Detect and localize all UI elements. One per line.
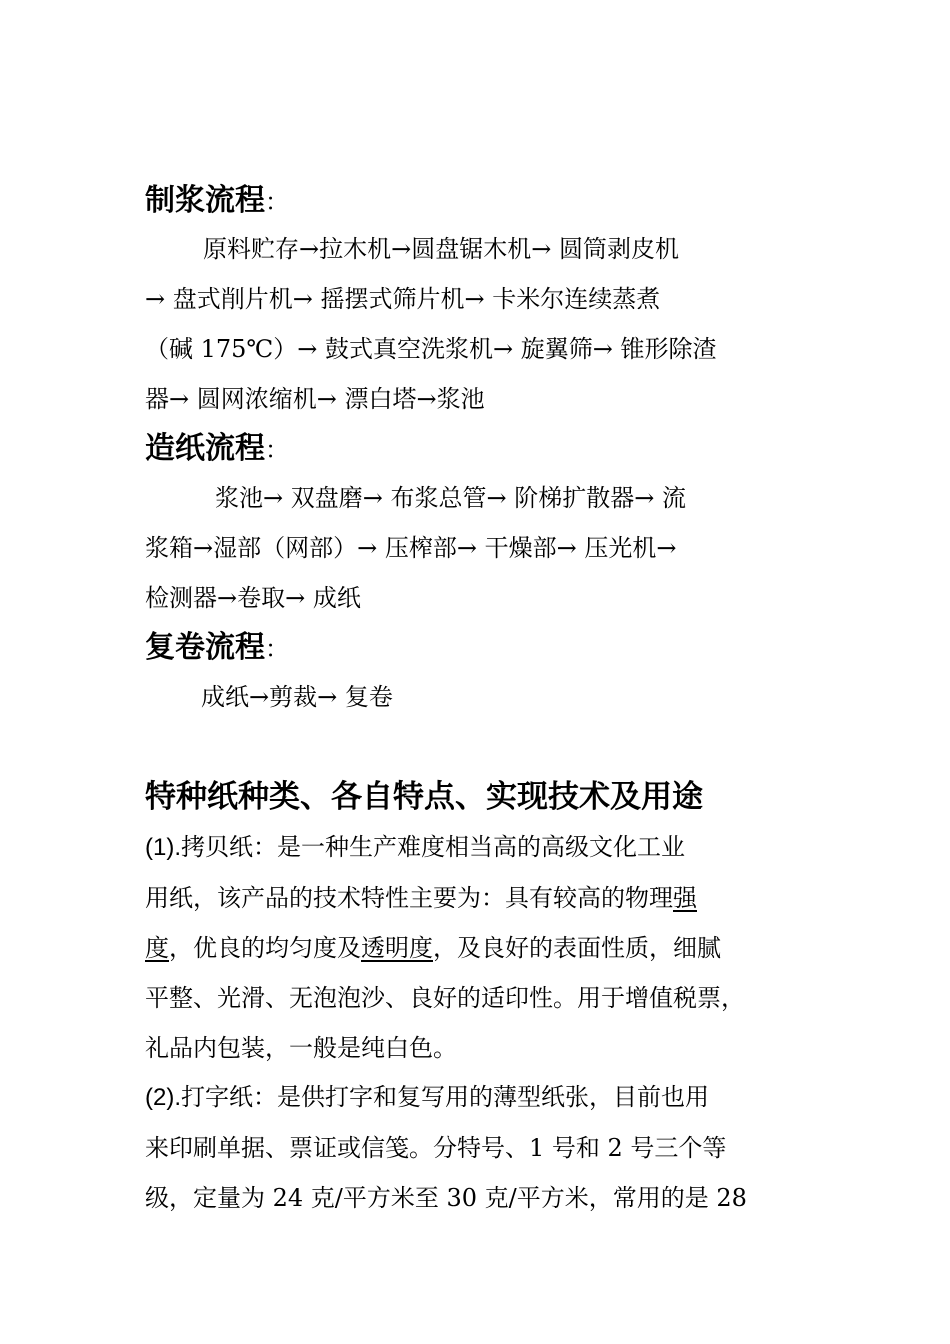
- strength-underlined-text: 强: [673, 884, 697, 912]
- strength-underlined-text: 度: [145, 934, 169, 962]
- rewinding-colon: ：: [265, 635, 289, 663]
- pulping-paragraph: [145, 224, 810, 424]
- copy-paper-text: ，及良好的表面性质，细腻: [433, 934, 721, 962]
- rewinding-paragraph: [145, 672, 810, 722]
- pulping-title: 制浆流程: [145, 183, 265, 218]
- transparency-underlined-text: 透明度: [361, 934, 433, 962]
- special-paper-heading: 特种纸种类、各自特点、实现技术及用途: [145, 779, 703, 815]
- rewinding-line: 成纸→剪裁→ 复卷: [201, 683, 393, 711]
- papermaking-heading: [145, 429, 289, 470]
- copy-paper-line: 礼品内包装，一般是纯白色。: [145, 1034, 457, 1062]
- typing-paper-line: 级，定量为 24 克/平方米至 30 克/平方米，常用的是 28: [145, 1184, 747, 1212]
- copy-paper-text: 用纸，该产品的技术特性主要为：具有较高的物理: [145, 884, 673, 912]
- pulping-line: → 盘式削片机→ 摇摆式筛片机→ 卡米尔连续蒸煮: [145, 285, 661, 313]
- papermaking-line: 浆箱→湿部（网部）→ 压榨部→ 干燥部→ 压光机→: [145, 534, 677, 562]
- pulping-heading: [145, 181, 289, 222]
- papermaking-colon: ：: [265, 436, 289, 464]
- copy-paper-line: [145, 873, 810, 923]
- copy-paper-line: [145, 923, 810, 973]
- copy-paper-line: [145, 822, 810, 873]
- typing-paper-line: (2).打字纸：是供打字和复写用的薄型纸张，目前也用: [145, 1084, 709, 1111]
- papermaking-line: 浆池→ 双盘磨→ 布浆总管→ 阶梯扩散器→ 流: [215, 484, 686, 512]
- typing-paper-line: 来印刷单据、票证或信笺。分特号、1 号和 2 号三个等: [145, 1134, 727, 1162]
- rewinding-title: 复卷流程: [145, 630, 265, 665]
- copy-paper-text: (1).拷贝纸：是一种生产难度相当高的高级文化工业: [145, 834, 685, 861]
- rewinding-heading: [145, 628, 289, 669]
- pulping-colon: ：: [265, 188, 289, 216]
- copy-paper-line: 平整、光滑、无泡泡沙、良好的适印性。用于增值税票，: [145, 984, 745, 1012]
- papermaking-line: 检测器→卷取→ 成纸: [145, 584, 361, 612]
- copy-paper-text: ，优良的均匀度及: [169, 934, 361, 962]
- pulping-line: 器→ 圆网浓缩机→ 漂白塔→浆池: [145, 385, 485, 413]
- papermaking-title: 造纸流程: [145, 431, 265, 466]
- special-paper-paragraph: [145, 822, 810, 1223]
- pulping-line: （碱 175℃）→ 鼓式真空洗浆机→ 旋翼筛→ 锥形除渣: [145, 335, 717, 363]
- pulping-line: 原料贮存→拉木机→圆盘锯木机→ 圆筒剥皮机: [203, 235, 679, 263]
- papermaking-paragraph: [145, 473, 810, 623]
